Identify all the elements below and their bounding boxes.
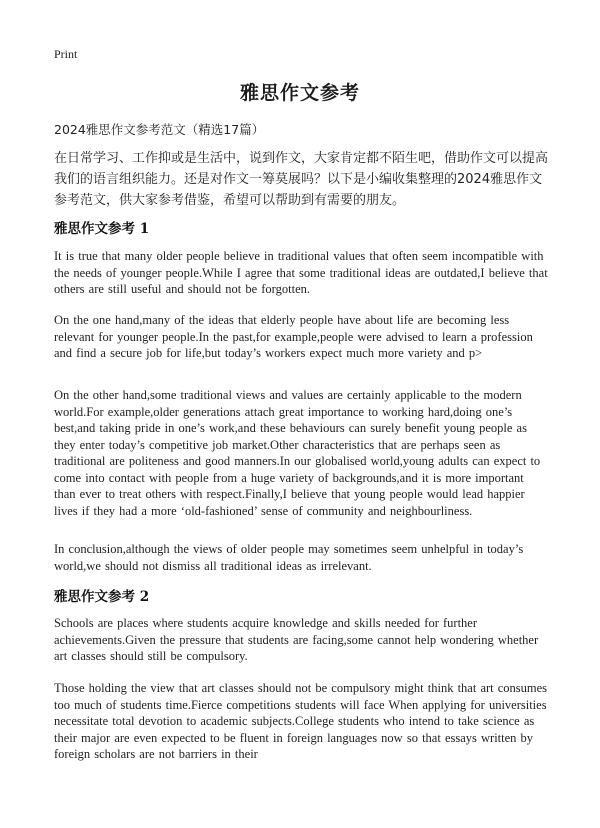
essay-1-paragraph-2: On the one hand,many of the ideas that elderly people have about life are becoming less relevant for younger people.In the past,for example,people were advised to learn a profession and find a secure job for life,but today’s workers expect much more variety and p> <box>54 313 533 360</box>
essay-1-paragraph-1: It is true that many older people believe in traditional values that often seem incompatible with the needs of younger people.While I agree that some traditional ideas are outdated,I believe that others are still useful and should not be forgotten. <box>54 249 548 296</box>
print-link[interactable]: Print <box>54 47 78 61</box>
essay-1-paragraph-4: In conclusion,although the views of older people may sometimes seem unhelpful in today’s world,we should not dismiss all traditional ideas as irrelevant. <box>54 542 524 573</box>
intro-paragraph: 在日常学习、工作抑或是生活中，说到作文，大家肯定都不陌生吧，借助作文可以提高我们的语言组织能力。还是对作文一筹莫展吗？以下是小编收集整理的2024雅思作文参考范文，供大家参考借鉴，希望可以帮助到有需要的朋友。 <box>54 151 549 208</box>
document-subtitle: 2024雅思作文参考范文（精选17篇） <box>54 122 265 137</box>
page-title: 雅思作文参考 <box>239 82 360 104</box>
section-heading-2: 雅思作文参考 2 <box>54 589 150 605</box>
essay-1-paragraph-3: On the other hand,some traditional views and values are certainly applicable to the modern world.For example,older generations attach great importance to working hard,doing one’s best,and taking pride in one’s work,and these behaviours can surely benefit young people as they enter today’s competitive job market.Other characteristics that are perhaps seen as traditional are politeness and good manners.In our globalised world,young adults can expect to come into contact with people from a huge variety of backgrounds,and it is more important than ever to treat others with respect.Finally,I believe that young people would lead happier lives if they had a more ‘old-fashioned’ sense of community and neighbourliness. <box>54 388 541 518</box>
essay-2-paragraph-1: Schools are places where students acquire knowledge and skills needed for further achievements.Given the pressure that students are facing,some cannot help wondering whether art classes should still be compulsory. <box>54 616 539 663</box>
essay-2-paragraph-2: Those holding the view that art classes should not be compulsory might think that art consumes too much of students time.Fierce competitions students will face When applying for universities necessitate total devotion to academic subjects.College students who intend to take science as their major are even expected to be fluent in foreign languages now so that essays written by foreign scholars are not barriers in their <box>54 681 548 761</box>
section-heading-1: 雅思作文参考 1 <box>54 221 150 237</box>
